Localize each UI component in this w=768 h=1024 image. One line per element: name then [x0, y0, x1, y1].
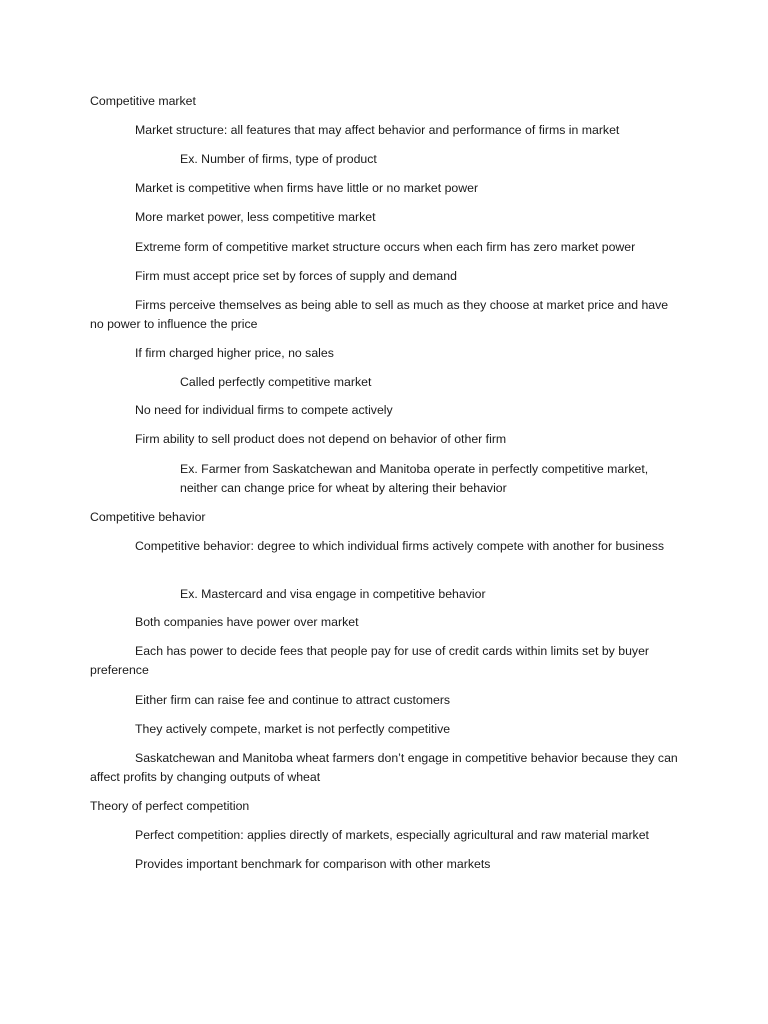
note-line: Saskatchewan and Manitoba wheat farmers don’t engage in competitive behavior because they can affect profits by changing outputs of wheat: [90, 751, 678, 784]
example-line: Ex. Farmer from Saskatchewan and Manitoba operate in perfectly competitive market, neither can change price for wheat by altering their behavior: [180, 462, 649, 495]
example-line: Ex. Mastercard and visa engage in competitive behavior: [180, 587, 486, 601]
note-line: Each has power to decide fees that people pay for use of credit cards within limits set by buyer preference: [90, 644, 650, 677]
note-line: Market is competitive when firms have little or no market power: [135, 181, 479, 195]
note-line: Competitive behavior: degree to which individual firms actively compete with another for business: [135, 539, 665, 553]
section-heading: Theory of perfect competition: [90, 799, 250, 813]
note-line: Firms perceive themselves as being able to sell as much as they choose at market price and have no power to influence the price: [90, 298, 669, 331]
note-line: Extreme form of competitive market structure occurs when each firm has zero market power: [135, 240, 636, 254]
note-line: If firm charged higher price, no sales: [135, 346, 334, 360]
note-line: Perfect competition: applies directly of markets, especially agricultural and raw material market: [135, 828, 649, 842]
note-line: Firm ability to sell product does not depend on behavior of other firm: [135, 432, 507, 446]
note-line: More market power, less competitive market: [135, 210, 376, 224]
note-line: Provides important benchmark for comparison with other markets: [135, 857, 491, 871]
note-line: They actively compete, market is not perfectly competitive: [135, 722, 451, 736]
example-line: Called perfectly competitive market: [180, 375, 372, 389]
note-line: Both companies have power over market: [135, 615, 359, 629]
note-line: No need for individual firms to compete actively: [135, 403, 393, 417]
example-line: Ex. Number of firms, type of product: [180, 152, 377, 166]
note-line: Market structure: all features that may affect behavior and performance of firms in market: [135, 123, 620, 137]
section-heading: Competitive market: [90, 94, 196, 108]
note-line: Either firm can raise fee and continue to attract customers: [135, 693, 451, 707]
note-line: Firm must accept price set by forces of supply and demand: [135, 269, 457, 283]
section-heading: Competitive behavior: [90, 510, 206, 524]
